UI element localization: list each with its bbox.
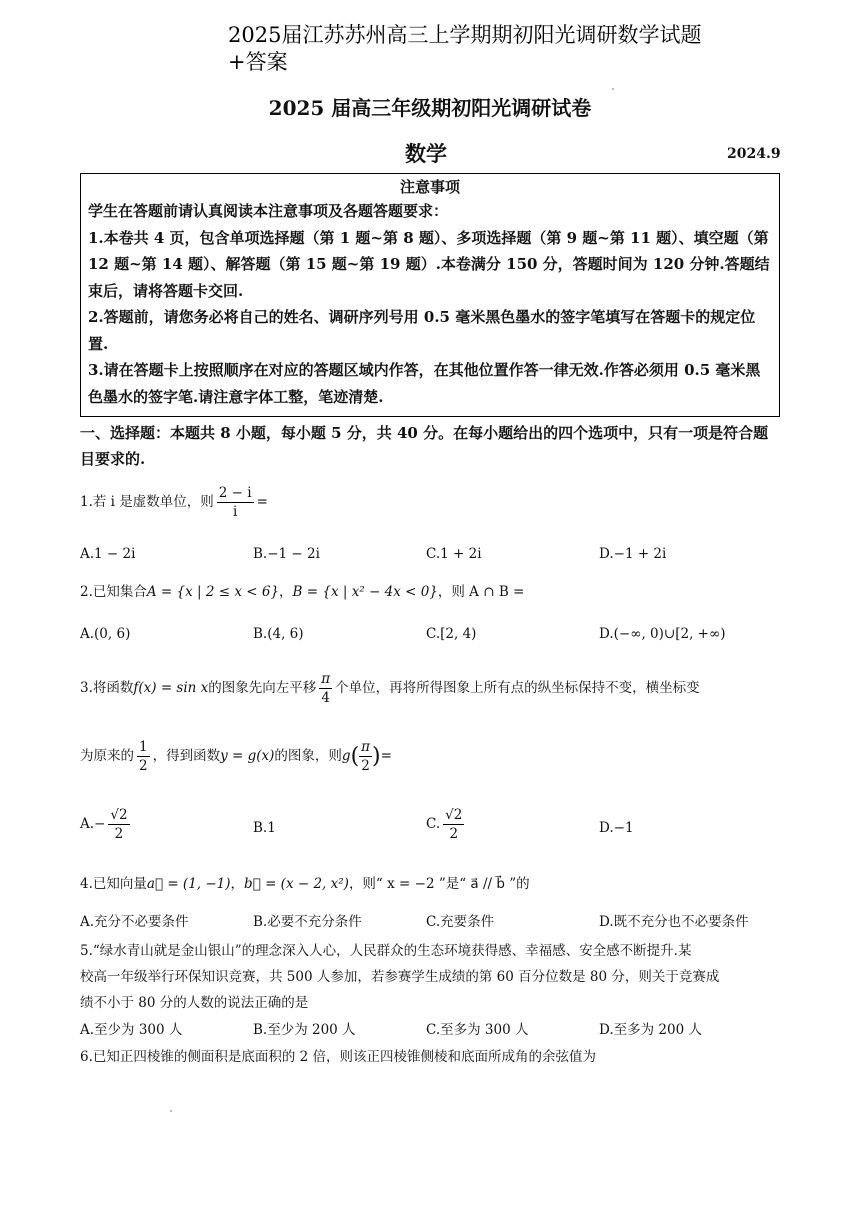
q3-g-den: 2 — [361, 758, 370, 774]
q3-option-c-fraction — [443, 806, 464, 843]
q3-scale-fraction — [137, 738, 150, 775]
q3-option-c-den: 2 — [449, 826, 459, 842]
q3-stem-f: 的图象，则 — [274, 748, 342, 764]
q3-shift-fraction — [319, 670, 332, 707]
q2-option-a: A.(0, 6) — [80, 626, 131, 642]
q4-vec-b: b⃗ = (x − 2, x²) — [244, 876, 349, 892]
q2-set-a: A = {x | 2 ≤ x < 6} — [146, 584, 280, 600]
question-3-line-1 — [80, 670, 780, 707]
q5-option-d: D.至多为 200 人 — [599, 1022, 702, 1038]
notice-intro: 学生在答题前请认真阅读本注意事项及各题答题要求： — [88, 202, 449, 220]
q3-func: f(x) = sin x — [133, 680, 209, 696]
question-2 — [80, 580, 524, 600]
q1-option-d: D.−1 + 2i — [599, 546, 667, 562]
question-1 — [80, 484, 268, 521]
q3-option-c-prefix: C. — [426, 816, 441, 832]
q2-option-b: B.(4, 6) — [253, 626, 304, 642]
q2-tail: ，则 A ∩ B = — [437, 584, 525, 600]
question-6: 6.已知正四棱锥的侧面积是底面积的 2 倍，则该正四棱锥侧棱和底面所成角的余弦值为 — [80, 1049, 597, 1065]
q4-vec-a: a⃗ = (1, −1) — [146, 876, 231, 892]
q3-option-d: D.−1 — [599, 820, 634, 836]
notice-item-2: 2.答题前，请您务必将自己的姓名、调研序列号用 0.5 毫米黑色墨水的签字笔填写在答题卡的规定位置. — [88, 308, 756, 353]
q3-option-a-num: √2 — [110, 807, 128, 823]
notice-title: 注意事项 — [399, 178, 460, 196]
question-5 — [80, 938, 780, 1016]
q3-g: g — [341, 748, 351, 764]
q2-option-d: D.(−∞, 0)∪[2, +∞) — [599, 626, 726, 642]
q2-sep: ， — [279, 584, 293, 600]
q3-paren-close: ) — [372, 744, 381, 769]
q3-scale-num: 1 — [139, 739, 148, 755]
q3-shift-num: π — [321, 671, 331, 687]
q3-gfunc: y = g(x) — [220, 748, 275, 764]
q3-stem-d: 为原来的 — [80, 748, 134, 764]
q1-option-a: A.1 − 2i — [80, 546, 136, 562]
notice-box — [80, 173, 780, 417]
exam-title: 2025 届高三年级期初阳光调研试卷 — [268, 96, 592, 120]
q3-stem-g: = — [380, 748, 392, 764]
q4-option-d: D.既不充分也不必要条件 — [599, 914, 749, 930]
scan-speck — [170, 1110, 172, 1112]
q3-option-a-fraction — [108, 806, 129, 843]
q2-set-b: B = {x | x² − 4x < 0} — [292, 584, 438, 600]
q3-stem-b: 的图象先向左平移 — [208, 680, 317, 696]
q2-option-c: C.[2, 4) — [426, 626, 477, 642]
q5-line-1: 5.“绿水青山就是金山银山”的理念深入人心，人民群众的生态环境获得感、幸福感、安全感不断提升.某 — [80, 943, 692, 959]
q4-sep: ， — [230, 876, 245, 892]
subject-title: 数学 — [405, 141, 447, 166]
document-title: 2025届江苏苏州高三上学期期初阳光调研数学试题+答案 — [228, 23, 702, 74]
q1-frac-num: 2 − i — [218, 485, 252, 501]
q4-option-b: B.必要不充分条件 — [253, 914, 362, 930]
q3-option-c-num: √2 — [445, 807, 463, 823]
q4-option-c: C.充要条件 — [426, 914, 495, 930]
q1-option-b: B.−1 − 2i — [253, 546, 320, 562]
notice-item-3: 3.请在答题卡上按照顺序在对应的答题区域内作答，在其他位置作答一律无效.作答必须用 0.5 毫米黑色墨水的签字笔.请注意字体工整，笔迹清楚. — [88, 361, 761, 406]
q1-stem: 1.若 i 是虚数单位，则 — [80, 494, 214, 510]
q4-stem-a: 4.已知向量 — [80, 876, 147, 892]
q1-option-c: C.1 + 2i — [426, 546, 482, 562]
q5-option-b: B.至少为 200 人 — [253, 1022, 356, 1038]
question-3-line-2 — [80, 738, 392, 775]
q3-g-fraction — [359, 738, 372, 775]
q3-option-b: B.1 — [253, 820, 276, 836]
q1-fraction — [217, 484, 254, 521]
q3-g-num: π — [361, 739, 371, 755]
q3-option-a-prefix: A.− — [80, 816, 106, 832]
q2-stem: 2.已知集合 — [80, 584, 147, 600]
q3-stem-e: ，得到函数 — [152, 748, 221, 764]
q3-paren-open: ( — [350, 744, 360, 769]
q3-option-a-den: 2 — [114, 826, 124, 842]
q3-option-c — [426, 806, 467, 843]
notice-item-1: 1.本卷共 4 页，包含单项选择题（第 1 题~第 8 题）、多项选择题（第 9 题~第 11 题）、填空题（第 12 题~第 14 题）、解答题（第 15 题~第 19 题）.本卷满分 150 分，答题时间为 120 分钟.答题结束后，请将答题卡交回. — [88, 228, 770, 300]
question-4 — [80, 872, 530, 892]
q5-line-3: 绩不小于 80 分的人数的说法正确的是 — [80, 995, 309, 1011]
q5-option-c: C.至多为 300 人 — [426, 1022, 529, 1038]
scan-speck — [612, 88, 614, 90]
q4-option-a: A.充分不必要条件 — [80, 914, 189, 930]
q3-shift-den: 4 — [321, 690, 331, 706]
q3-stem-c: 个单位，再将所得图象上所有点的纵坐标保持不变，横坐标变 — [335, 680, 700, 696]
q3-scale-den: 2 — [139, 758, 148, 774]
q5-option-a: A.至少为 300 人 — [80, 1022, 183, 1038]
exam-date: 2024.9 — [727, 146, 781, 162]
q5-line-2: 校高一年级举行环保知识竞赛，共 500 人参加，若参赛学生成绩的第 60 百分位数是 80 分，则关于竞赛成 — [80, 969, 720, 985]
q3-stem-a: 3.将函数 — [80, 680, 134, 696]
q3-option-a — [80, 806, 133, 843]
q4-stem-b: ，则“ x = −2 ”是“ a⃗ // b⃗ ”的 — [348, 876, 530, 892]
q1-frac-den: i — [233, 504, 238, 520]
section-heading: 一、选择题：本题共 8 小题，每小题 5 分，共 40 分。在每小题给出的四个选项中，只有一项是符合题目要求的. — [80, 424, 769, 468]
q1-tail: = — [256, 494, 268, 510]
